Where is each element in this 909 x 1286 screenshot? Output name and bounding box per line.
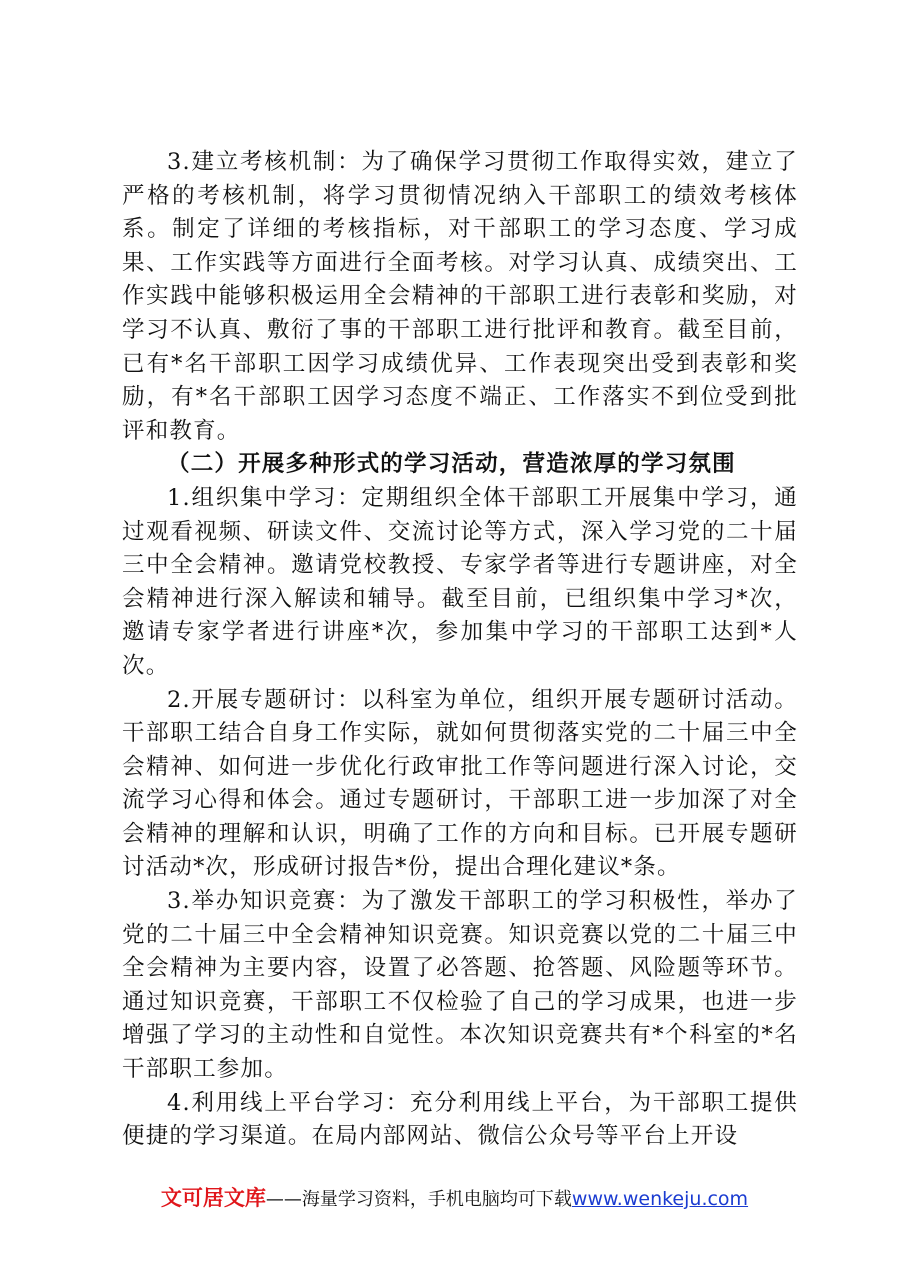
footer-brand: 文可居文库 xyxy=(160,1186,266,1210)
paragraph-thematic-discussion: 2.开展专题研讨：以科室为单位，组织开展专题研讨活动。干部职工结合自身工作实际，就如何贯彻落实党的二十届三中全会精神、如何进一步优化行政审批工作等问题进行深入讨论，交流学习心得和体会。通过专题研讨，干部职工进一步加深了对全会精神的理解和认识，明确了工作的方向和目标。已开展专题研讨活动*次，形成研讨报告*份，提出合理化建议*条。 xyxy=(122,686,798,881)
document-body xyxy=(122,146,798,1154)
footer-slogan: ——海量学习资料，手机电脑均可下载 xyxy=(265,1189,572,1210)
footer-website-link[interactable]: www.wenkeju.com xyxy=(571,1188,749,1210)
footer-banner xyxy=(0,1182,909,1212)
section-heading: （二）开展多种形式的学习活动，营造浓厚的学习氛围 xyxy=(167,451,736,478)
paragraph-centralized-study: 1.组织集中学习：定期组织全体干部职工开展集中学习，通过观看视频、研读文件、交流讨论等方式，深入学习党的二十届三中全会精神。邀请党校教授、专家学者等进行专题讲座，对全会精神进行深入解读和辅导。截至目前，已组织集中学习*次，邀请专家学者进行讲座*次，参加集中学习的干部职工达到*人次。 xyxy=(122,484,798,679)
paragraph-assessment-mechanism: 3.建立考核机制：为了确保学习贯彻工作取得实效，建立了严格的考核机制，将学习贯彻情况纳入干部职工的绩效考核体系。制定了详细的考核指标，对干部职工的学习态度、学习成果、工作实践等方面进行全面考核。对学习认真、成绩突出、工作实践中能够积极运用全会精神的干部职工进行表彰和奖励，对学习不认真、敷衍了事的干部职工进行批评和教育。截至目前，已有*名干部职工因学习成绩优异、工作表现突出受到表彰和奖励，有*名干部职工因学习态度不端正、工作落实不到位受到批评和教育。 xyxy=(122,149,798,444)
paragraph-knowledge-contest: 3.举办知识竞赛：为了激发干部职工的学习积极性，举办了党的二十届三中全会精神知识竞赛。知识竞赛以党的二十届三中全会精神为主要内容，设置了必答题、抢答题、风险题等环节。通过知识竞赛，干部职工不仅检验了自己的学习成果，也进一步增强了学习的主动性和自觉性。本次知识竞赛共有*个科室的*名干部职工参加。 xyxy=(122,888,798,1083)
paragraph-online-platform: 4.利用线上平台学习：充分利用线上平台，为干部职工提供便捷的学习渠道。在局内部网站、微信公众号等平台上开设 xyxy=(122,1089,798,1150)
